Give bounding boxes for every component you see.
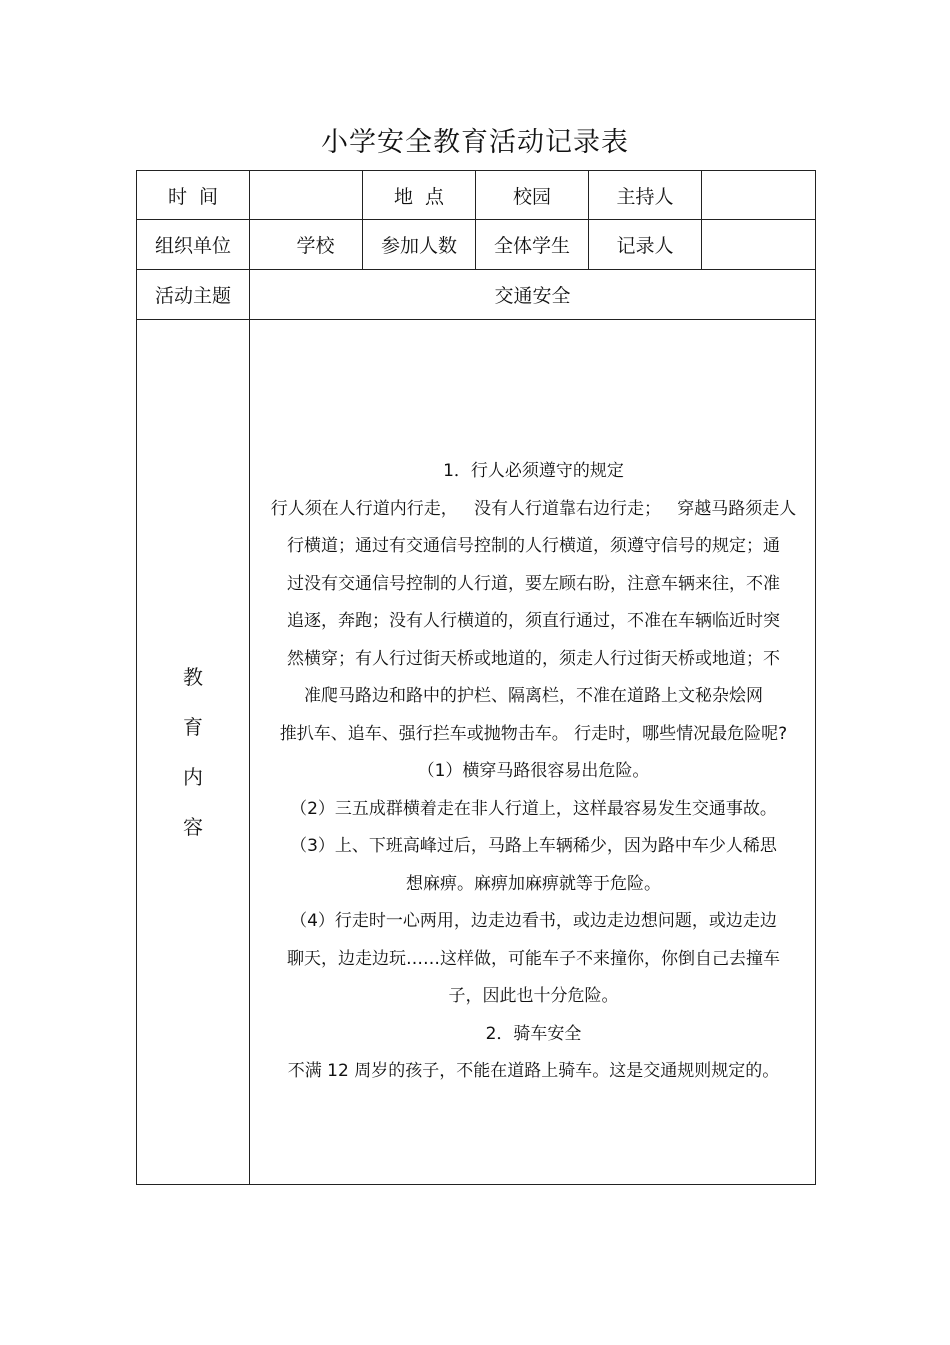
content-line: 过没有交通信号控制的人行道，要左顾右盼，注意车辆来往，不准	[287, 573, 780, 594]
content-label-char: 教	[183, 665, 203, 689]
table-row	[137, 270, 816, 320]
content-body	[250, 413, 815, 1091]
time-label: 时 间	[137, 171, 250, 220]
org-value: 学校	[250, 220, 363, 270]
content-line: 不满 12 周岁的孩子，不能在道路上骑车。这是交通规则规定的。	[287, 1061, 780, 1082]
recorder-value	[702, 220, 816, 270]
time-value	[250, 171, 363, 220]
theme-label: 活动主题	[137, 270, 250, 320]
content-line: 2．骑车安全	[485, 1023, 582, 1044]
content-line: （3）上、下班高峰过后，马路上车辆稀少，因为路中车少人稀思	[290, 836, 777, 857]
content-label	[137, 652, 249, 852]
content-label-cell	[137, 320, 250, 1185]
content-line: （4）行走时一心两用，边走边看书，或边走边想问题，或边走边	[290, 911, 777, 932]
content-line: 追逐，奔跑；没有人行横道的，须直行通过，不准在车辆临近时突	[287, 611, 780, 632]
place-value: 校园	[476, 171, 589, 220]
content-cell	[250, 320, 816, 1185]
content-line: （1）横穿马路很容易出危险。	[417, 761, 650, 782]
content-line: 想麻痹。麻痹加麻痹就等于危险。	[406, 873, 661, 894]
content-line: 行人须在人行道内行走， 没有人行道靠右边行走； 穿越马路须走人	[270, 498, 797, 519]
content-line: 聊天，边走边玩……这样做，可能车子不来撞你，你倒自己去撞车	[287, 948, 780, 969]
content-line: 行横道；通过有交通信号控制的人行横道，须遵守信号的规定；通	[287, 536, 780, 557]
host-value	[702, 171, 816, 220]
content-line: 准爬马路边和路中的护栏、隔离栏，不准在道路上文秘杂烩网	[304, 686, 763, 707]
recorder-label: 记录人	[589, 220, 702, 270]
theme-value: 交通安全	[250, 270, 816, 320]
content-line: 然横穿；有人行过街天桥或地道的，须走人行过街天桥或地道；不	[287, 648, 780, 669]
count-label: 参加人数	[363, 220, 476, 270]
record-table	[136, 170, 816, 1185]
place-label: 地 点	[363, 171, 476, 220]
count-value: 全体学生	[476, 220, 589, 270]
table-row	[137, 320, 816, 1185]
content-line: 1．行人必须遵守的规定	[443, 461, 624, 482]
content-label-char: 内	[183, 765, 203, 789]
page-title: 小学安全教育活动记录表	[321, 127, 629, 158]
table-row	[137, 171, 816, 220]
content-label-char: 容	[183, 815, 203, 839]
host-label: 主持人	[589, 171, 702, 220]
content-line: （2）三五成群横着走在非人行道上，这样最容易发生交通事故。	[290, 798, 777, 819]
table-row	[137, 220, 816, 270]
org-label: 组织单位	[137, 220, 250, 270]
content-label-char: 育	[183, 715, 203, 739]
content-line: 子，因此也十分危险。	[448, 986, 619, 1007]
content-line: 推扒车、追车、强行拦车或抛物击车。 行走时，哪些情况最危险呢?	[279, 723, 788, 744]
